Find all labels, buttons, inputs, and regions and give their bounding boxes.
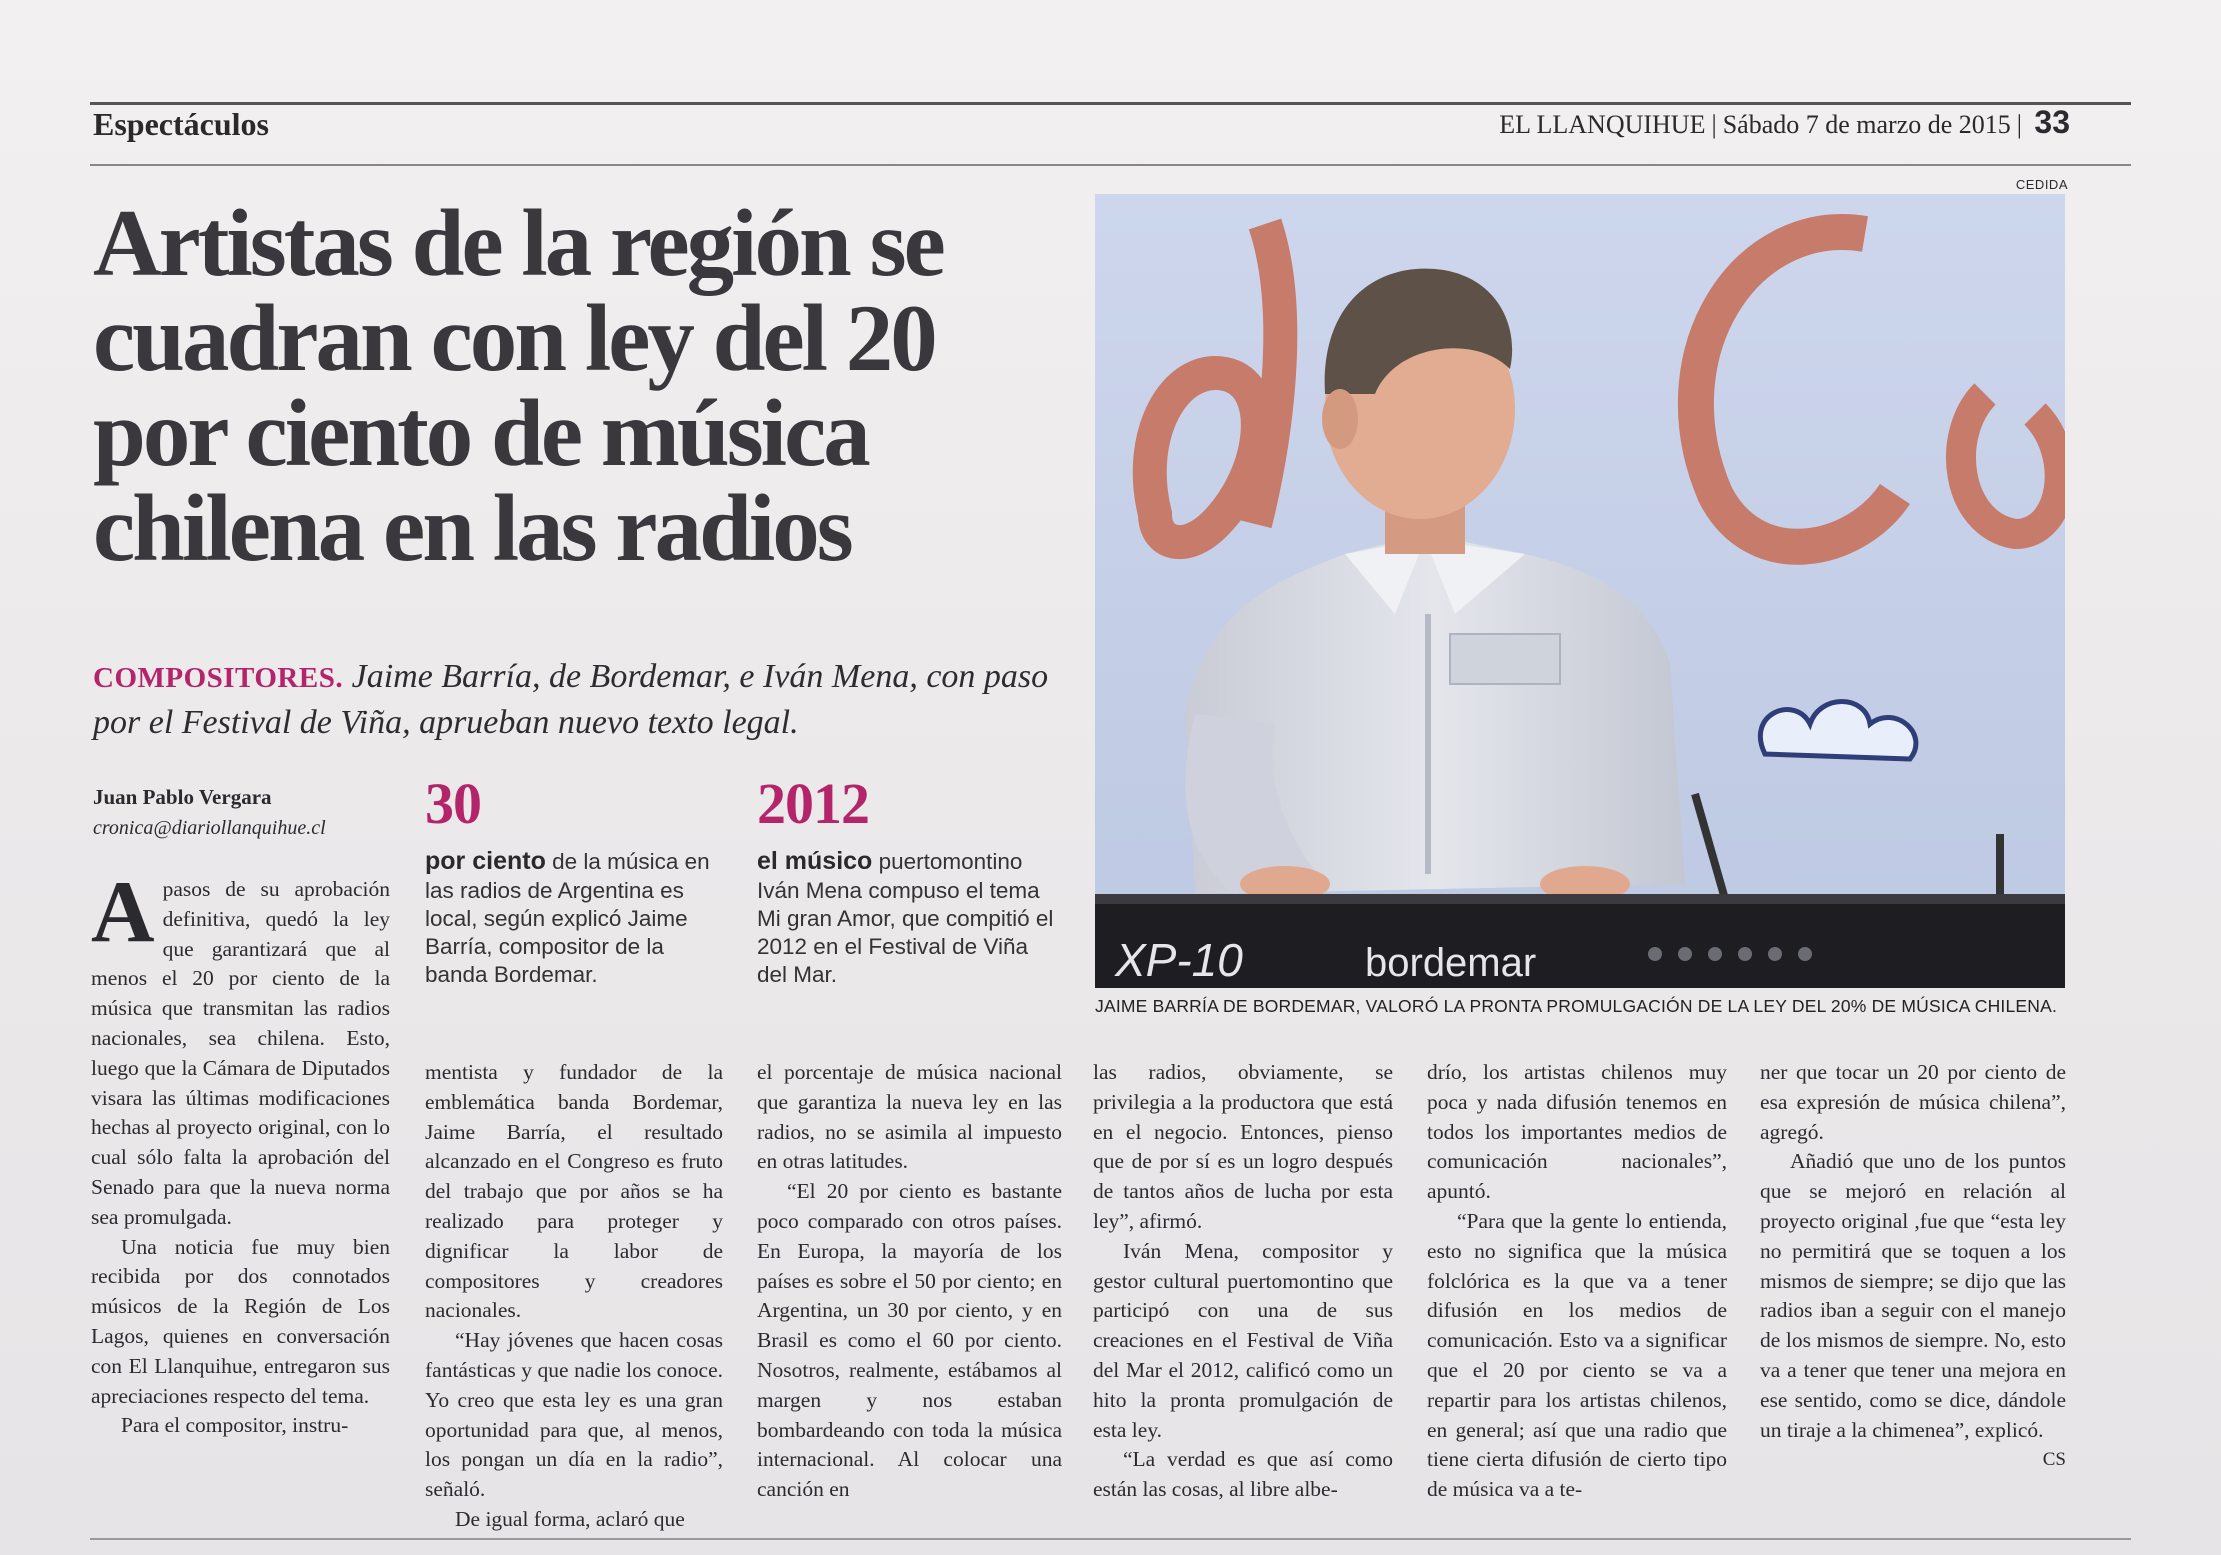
masthead: EL LLANQUIHUE | Sábado 7 de marzo de 2015 | (1499, 110, 2022, 139)
paragraph: De igual forma, aclaró que (455, 1506, 685, 1531)
header-rule-lower (90, 164, 2131, 166)
drop-cap: A (91, 864, 155, 961)
stat-text (757, 846, 1062, 989)
paragraph: las radios, obviamente, se privilegia a la productora que está en el negocio. Entonces, pienso que de por sí es un logro después de tantos años de lucha por esta ley”, afirmó. (1093, 1060, 1393, 1233)
headline-line: por ciento de música (93, 380, 868, 486)
paragraph: Para el compositor, instru- (121, 1413, 349, 1438)
stat-body: puertomontino Iván Mena compuso el tema Mi gran Amor, que compitió el 2012 en el Festival de Viña del Mar. (757, 849, 1054, 987)
photo-credit: CEDIDA (2015, 177, 2068, 192)
paragraph: ner que tocar un 20 por ciento de esa expresión de música chilena”, agregó. (1760, 1060, 2066, 1144)
paragraph: mentista y fundador de la emblemática banda Bordemar, Jaime Barría, el resultado alcanzado en el Congreso es fruto del trabajo que por años se ha realizado para proteger y dignificar la labor de compositores y creadores nacionales. (425, 1060, 723, 1323)
headline-line: Artistas de la región se (93, 190, 943, 296)
newspaper-name: EL LLANQUIHUE (1499, 110, 1706, 139)
end-mark: CS (2042, 1449, 2066, 1471)
keyboard-label: bordemar (1365, 941, 1537, 985)
stat-lead: el músico (757, 847, 873, 875)
paragraph: el porcentaje de música nacional que garantiza la nueva ley en las radios, no se asimila al impuesto en otras latitudes. (757, 1060, 1062, 1174)
stat-lead: por ciento (425, 847, 546, 875)
byline-email: cronica@diariollanquihue.cl (93, 817, 326, 839)
paragraph: “Para que la gente lo entienda, esto no significa que la música folclórica es la que va a tener difusión en los medios de comunicación. Esto va a significar que el 20 por ciento se va a repartir para los artistas chilenos, en general; así que una radio que tiene cierta difusión de cierto tipo de música va a te- (1427, 1208, 1727, 1502)
body-column-6 (1760, 1058, 2066, 1475)
body-column-4 (1093, 1058, 1393, 1505)
photo-caption: JAIME BARRÍA DE BORDEMAR, VALORÓ LA PRONTA PROMULGACIÓN DE LA LEY DEL 20% DE MÚSICA CHILENA. (1095, 996, 2058, 1016)
paragraph: Añadió que uno de los puntos que se mejoró en relación al proyecto original ,fue que “esta ley no permitirá que se toquen a los mismos de siempre; se dijo que las radios iban a seguir con el manejo de los mismos de siempre. No, esto va a tener que tener una mejora en ese sentido, como se dice, dándole un tiraje a la chimenea”, explicó. (1760, 1149, 2066, 1442)
byline-author: Juan Pablo Vergara (93, 785, 272, 809)
body-column-1 (91, 864, 390, 1441)
keyboard-model: XP-10 (1115, 934, 1243, 986)
body-column-5 (1427, 1058, 1727, 1505)
paragraph: drío, los artistas chilenos muy poca y nada difusión tenemos en todos los importantes medios de comunicación nacionales”, apuntó. (1427, 1060, 1727, 1204)
body-column-3 (757, 1058, 1062, 1505)
deck (93, 654, 1083, 746)
headline-line: chilena en las radios (93, 475, 851, 581)
paragraph: “Hay jóvenes que hacen cosas fantásticas y que nadie los conoce. Yo creo que esta ley es una gran oportunidad para que, al menos, los pongan un día en la radio”, señaló. (425, 1328, 723, 1502)
stat-number: 30 (425, 771, 481, 836)
header-rule (90, 102, 2131, 105)
stat-number: 2012 (757, 771, 869, 836)
paragraph: Una noticia fue muy bien recibida por dos connotados músicos de la Región de Los Lagos, quienes en conversación con El Llanquihue, entregaron sus apreciaciones respecto del tema. (91, 1234, 390, 1408)
paragraph: “La verdad es que así como están las cosas, al libre albe- (1093, 1447, 1393, 1502)
body-column-2 (425, 1058, 723, 1535)
headline (93, 190, 1083, 581)
article-photo (1095, 194, 2065, 988)
section-name: Espectáculos (93, 106, 269, 142)
deck-text: Jaime Barría, de Bordemar, e Iván Mena, con paso por el Festival de Viña, aprueban nuevo texto legal. (93, 658, 1049, 741)
stat-body: de la música en las radios de Argentina es local, según explicó Jaime Barría, compositor de la banda Bordemar. (425, 849, 710, 987)
stat-text (425, 846, 723, 989)
footer-rule (90, 1538, 2131, 1540)
musician-photo-illustration (1095, 194, 2065, 988)
page-number: 33 (2034, 104, 2070, 140)
paragraph: pasos de su aprobación definitiva, quedó la ley que garantizará que al menos el 20 por ciento de la música que transmitan las radios nacionales, sea chilena. Esto, luego que la Cámara de Diputados visara las últimas modificaciones hechas al proyecto original, con lo cual sólo falta la aprobación del Senado para que la nueva norma sea promulgada. (91, 877, 390, 1229)
paragraph: Iván Mena, compositor y gestor cultural puertomontino que participó con una de sus creaciones en el Festival de Viña del Mar el 2012, calificó como un hito la pronta promulgación de esta ley. (1093, 1238, 1393, 1442)
paragraph: “El 20 por ciento es bastante poco comparado con otros países. En Europa, la mayoría de los países es sobre el 50 por ciento; en Argentina, un 30 por ciento, y en Brasil es como el 60 por ciento. Nosotros, realmente, estábamos al margen y nos estaban bombardeando con toda la música internacional. Al colocar una canción en (757, 1179, 1062, 1502)
deck-kicker: COMPOSITORES. (93, 662, 344, 694)
headline-line: cuadran con ley del 20 (93, 285, 935, 391)
issue-date: Sábado 7 de marzo de 2015 (1722, 110, 2011, 139)
